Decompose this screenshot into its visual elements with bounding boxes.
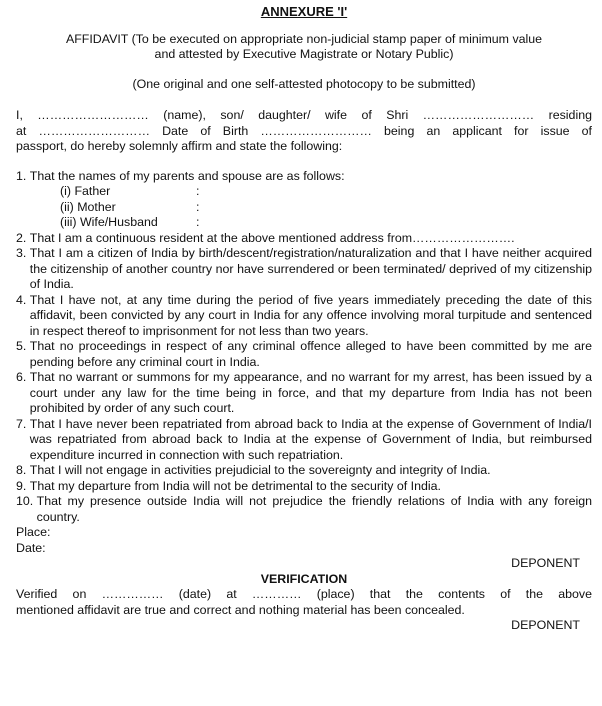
list-item <box>16 463 592 479</box>
item-text: That no proceedings in respect of any criminal offence alleged to have been committed by me are pending before any criminal court in India. <box>29 339 592 369</box>
verification-line-1: Verified on …………… (date) at ………… (place) that the contents of the above <box>16 587 592 601</box>
list-item <box>16 370 592 417</box>
affirmation-list <box>16 169 592 526</box>
sub-item-colon: : <box>196 199 200 214</box>
declaration-line-2: at ……………………… Date of Birth ……………………… being an applicant for issue of <box>16 123 592 138</box>
item-text: That I will not engage in activities prejudicial to the sovereignty and integrity of India. <box>29 463 491 477</box>
item-number: 9. <box>16 478 30 493</box>
item-number: 2. <box>16 230 30 245</box>
item-number: 10. <box>16 494 37 508</box>
sub-item-label: (ii) Mother <box>60 199 116 214</box>
list-item <box>16 231 592 247</box>
item-number: 4. <box>16 292 30 307</box>
list-item <box>16 293 592 340</box>
verification-title: VERIFICATION <box>260 571 348 586</box>
sub-item-mother <box>16 200 592 216</box>
intro-line-1: AFFIDAVIT (To be executed on appropriate non-judicial stamp paper of minimum value <box>65 31 543 46</box>
item-number: 6. <box>16 370 30 384</box>
item-number: 5. <box>16 339 30 353</box>
deponent-signature-label: DEPONENT <box>511 556 580 570</box>
sub-item-father <box>16 184 592 200</box>
item-text: That I have not, at any time during the period of five years immediately preceding the date of this affidavit, been convicted by any court in India for any offence involving moral turpitude and sentenced in respect thereof to imprisonment for not less than two years. <box>29 292 592 338</box>
page-title: ANNEXURE 'I' <box>260 4 348 19</box>
sub-item-spouse <box>16 215 592 231</box>
declaration-line-3: passport, do hereby solemnly affirm and state the following: <box>16 139 343 153</box>
item-text: That I have never been repatriated from abroad back to India at the expense of Government of India/I was repatriated from abroad back to India at the expense of Government of India, but reimbursed expenditure incurred in connection with such repatriation. <box>29 416 592 462</box>
sub-item-colon: : <box>196 215 200 229</box>
item-text: That my presence outside India will not prejudice the friendly relations of India with any foreign country. <box>36 494 592 524</box>
item-text: That the names of my parents and spouse are as follows: <box>29 168 345 183</box>
sub-item-label: (i) Father <box>60 184 111 198</box>
item-number: 1. <box>16 168 30 183</box>
item-number: 3. <box>16 246 30 260</box>
intro-line-2: and attested by Executive Magistrate or Notary Public) <box>154 47 454 61</box>
date-label: Date: <box>16 540 46 555</box>
list-item <box>16 494 592 525</box>
sub-item-colon: : <box>196 184 200 198</box>
item-text: That no warrant or summons for my appearance, and no warrant for my arrest, has been issued by a court under any law for the time being in force, and that my departure from India has not been prohibited by order of any such court. <box>29 370 592 415</box>
place-label: Place: <box>16 525 51 539</box>
sub-item-label: (iii) Wife/Husband <box>60 215 158 229</box>
list-item <box>16 169 592 185</box>
names-sublist <box>16 184 592 231</box>
list-item <box>16 417 592 464</box>
item-number: 7. <box>16 416 30 431</box>
declaration-line-1: I, ……………………… (name), son/ daughter/ wife of Shri ……………………… residing <box>16 108 592 122</box>
verification-line-2: mentioned affidavit are true and correct and nothing material has been concealed. <box>16 602 465 617</box>
item-text: That I am a continuous resident at the above mentioned address from……………………. <box>29 230 515 245</box>
list-item <box>16 246 592 293</box>
list-item <box>16 339 592 370</box>
item-number: 8. <box>16 463 30 477</box>
declaration-paragraph <box>16 108 592 155</box>
submission-note: (One original and one self-attested photocopy to be submitted) <box>132 76 476 91</box>
verification-deponent-label: DEPONENT <box>511 618 580 632</box>
affidavit-intro <box>16 32 592 63</box>
item-text: That I am a citizen of India by birth/descent/registration/naturalization and that I have neither acquired the citizenship of another country nor have surrendered or been terminated/ deprived of my citizenship of India. <box>29 246 592 291</box>
list-item <box>16 479 592 495</box>
item-text: That my departure from India will not be detrimental to the security of India. <box>29 478 441 493</box>
